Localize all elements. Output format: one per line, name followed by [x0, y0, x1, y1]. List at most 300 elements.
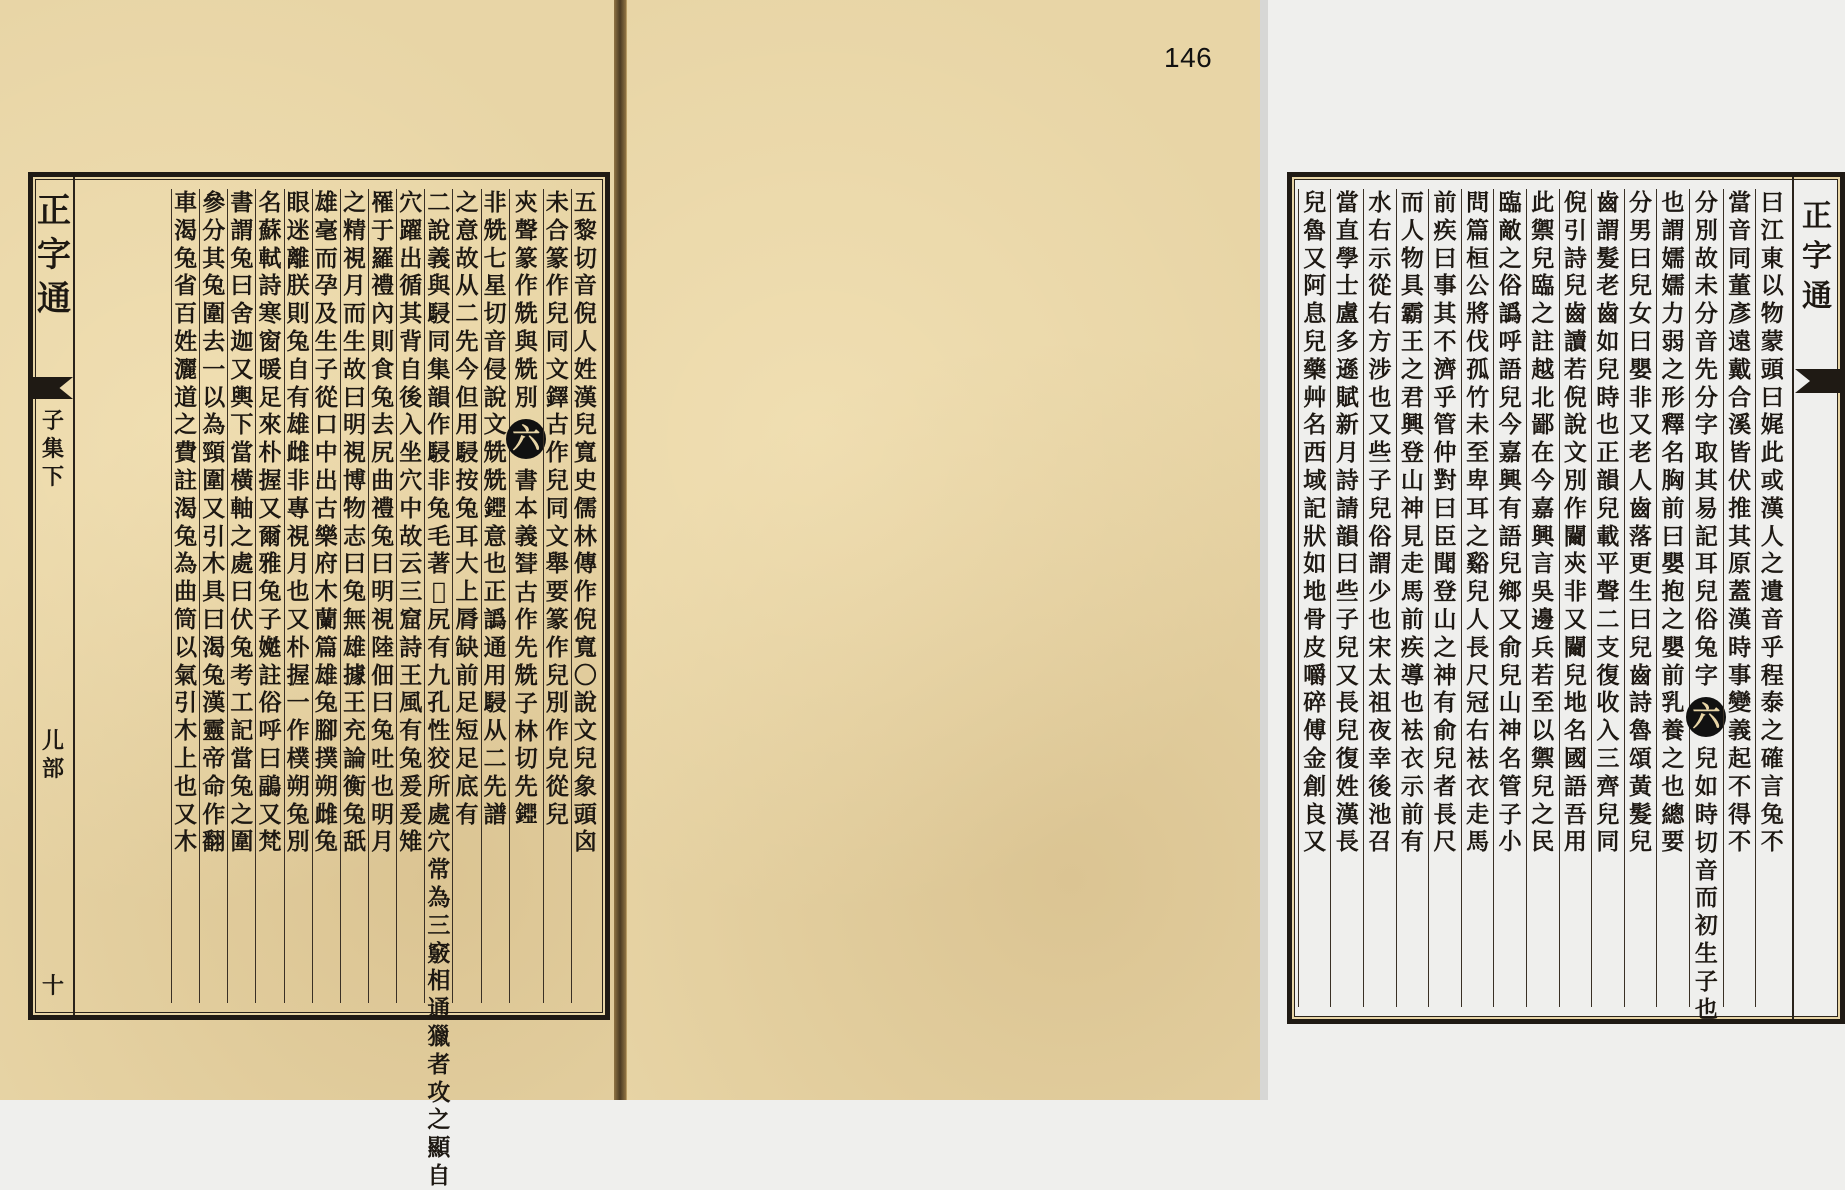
glyph: 之 [1433, 633, 1457, 661]
glyph: 又 [230, 355, 254, 383]
glyph: 从 [455, 272, 479, 300]
glyph: 迦 [230, 327, 254, 355]
glyph: 阿 [1303, 272, 1327, 300]
glyph: 如 [1596, 327, 1620, 355]
glyph: 兒 [1498, 383, 1522, 411]
glyph: 兒 [573, 411, 597, 439]
glyph: 倪 [573, 300, 597, 328]
glyph: 作 [1563, 494, 1587, 522]
glyph: 言 [1760, 772, 1784, 800]
glyph: 養 [1661, 717, 1685, 745]
glyph: 舍 [230, 300, 254, 328]
glyph: 作 [427, 411, 451, 439]
glyph: 爾 [258, 522, 282, 550]
glyph: 復 [1596, 661, 1620, 689]
text-column [1656, 189, 1689, 1007]
glyph: 圍 [202, 300, 226, 328]
glyph: 通 [427, 995, 451, 1023]
glyph: 韻 [1335, 522, 1359, 550]
glyph: 握 [286, 661, 310, 689]
glyph: 先 [514, 773, 538, 801]
left-text-frame [28, 172, 610, 1189]
glyph: 三 [427, 911, 451, 939]
glyph: 又 [258, 494, 282, 522]
glyph: 事 [1433, 272, 1457, 300]
glyph: 漢 [1335, 800, 1359, 828]
glyph: 孕 [314, 272, 338, 300]
glyph: 駸 [427, 300, 451, 328]
glyph: 兒 [1498, 661, 1522, 689]
glyph: 而 [314, 244, 338, 272]
glyph: 兒 [573, 744, 597, 772]
glyph: 渴 [174, 494, 198, 522]
glyph: 上 [174, 744, 198, 772]
glyph: 握 [258, 466, 282, 494]
glyph: 曰 [342, 383, 366, 411]
glyph: 聲 [514, 216, 538, 244]
text-column [1526, 189, 1559, 1007]
glyph: 曰 [1661, 522, 1685, 550]
glyph: 明 [371, 578, 395, 606]
glyph: 名 [1498, 744, 1522, 772]
glyph: 兟 [483, 216, 507, 244]
glyph: 魯 [1628, 717, 1652, 745]
glyph: 泰 [1760, 689, 1784, 717]
glyph: 今 [1531, 466, 1555, 494]
glyph: 處 [230, 550, 254, 578]
glyph: 君 [1400, 383, 1424, 411]
glyph: 兒 [1531, 244, 1555, 272]
glyph: 獵 [427, 1022, 451, 1050]
glyph: 聞 [1433, 550, 1457, 578]
glyph: 金 [1303, 744, 1327, 772]
glyph: 𡉉 [431, 578, 446, 606]
glyph: 又 [286, 605, 310, 633]
glyph: 及 [314, 300, 338, 328]
glyph: 前 [1400, 800, 1424, 828]
glyph: 乳 [1661, 689, 1685, 717]
glyph: 曰 [371, 550, 395, 578]
glyph: 靈 [202, 717, 226, 745]
glyph: 尺 [1433, 828, 1457, 856]
glyph: 漢 [1728, 605, 1752, 633]
text-column [368, 189, 396, 1003]
glyph: 示 [1368, 244, 1392, 272]
glyph: 下 [230, 411, 254, 439]
glyph: 其 [399, 300, 423, 328]
glyph: 嬰 [1661, 633, 1685, 661]
glyph: 兒 [545, 800, 569, 828]
text-column [424, 189, 452, 1189]
glyph: 疾 [1400, 633, 1424, 661]
glyph: 馬 [1466, 828, 1490, 856]
glyph: 之 [427, 1106, 451, 1134]
glyph: 也 [1368, 605, 1392, 633]
glyph: 北 [1531, 383, 1555, 411]
glyph: 興 [1400, 411, 1424, 439]
glyph: 古 [314, 494, 338, 522]
glyph: 臨 [1531, 272, 1555, 300]
glyph: 兒 [1433, 744, 1457, 772]
glyph: 篆 [514, 244, 538, 272]
glyph: 前 [1400, 605, 1424, 633]
glyph: 具 [1400, 272, 1424, 300]
glyph: 收 [1596, 689, 1620, 717]
right-text-frame [1287, 172, 1845, 1024]
text-column [481, 189, 509, 1003]
glyph: 作 [514, 272, 538, 300]
glyph: 樸 [286, 744, 310, 772]
glyph: 詩 [1335, 466, 1359, 494]
left-banner [33, 177, 75, 1015]
glyph: 窟 [399, 605, 423, 633]
glyph: 作 [545, 272, 569, 300]
left-text-columns [171, 189, 599, 1189]
glyph: 仲 [1433, 439, 1457, 467]
glyph: 詩 [399, 633, 423, 661]
glyph: 駸 [455, 439, 479, 467]
glyph: 伏 [230, 605, 254, 633]
glyph: 更 [1628, 550, 1652, 578]
glyph: 不 [1433, 327, 1457, 355]
text-column [255, 189, 283, 1003]
glyph: 作 [514, 606, 538, 634]
glyph: 則 [371, 327, 395, 355]
glyph: 一 [286, 689, 310, 717]
glyph: 齒 [1628, 494, 1652, 522]
glyph: 史 [573, 466, 597, 494]
glyph: 兒 [1303, 327, 1327, 355]
glyph: 以 [174, 633, 198, 661]
glyph: 曰 [230, 272, 254, 300]
glyph: 事 [1728, 661, 1752, 689]
glyph: 篇 [1466, 216, 1490, 244]
glyph: 雌 [314, 800, 338, 828]
glyph: 之 [1498, 244, 1522, 272]
glyph: 要 [545, 578, 569, 606]
glyph: 明 [342, 411, 366, 439]
glyph: 請 [1335, 494, 1359, 522]
glyph: 雄 [314, 189, 338, 216]
glyph: 志 [342, 522, 366, 550]
glyph: 皮 [1303, 633, 1327, 661]
glyph: 引 [174, 689, 198, 717]
glyph: 載 [1596, 522, 1620, 550]
glyph: 狀 [1303, 522, 1327, 550]
glyph: 將 [1466, 300, 1490, 328]
banner-radical: 儿部 [41, 728, 64, 782]
glyph: 卑 [1466, 466, 1490, 494]
glyph: 註 [1531, 327, 1555, 355]
glyph: 別 [286, 828, 310, 856]
glyph: 倪 [573, 605, 597, 633]
glyph: 孤 [1466, 355, 1490, 383]
text-column [1363, 189, 1396, 1007]
glyph: 兔 [371, 522, 395, 550]
glyph: 王 [399, 661, 423, 689]
glyph: 非 [286, 466, 310, 494]
glyph: 導 [1400, 661, 1424, 689]
glyph: 又 [1628, 411, 1652, 439]
glyph: 五 [573, 189, 597, 216]
glyph: 木 [314, 578, 338, 606]
glyph: 敵 [1498, 216, 1522, 244]
text-column [396, 189, 424, 1003]
glyph: 物 [1760, 300, 1784, 328]
glyph: 頌 [1628, 744, 1652, 772]
glyph: 俞 [1433, 717, 1457, 745]
glyph: 齒 [1628, 661, 1652, 689]
glyph: 冠 [1466, 689, 1490, 717]
glyph: 上 [455, 578, 479, 606]
glyph: 戴 [1728, 355, 1752, 383]
glyph: 子 [1498, 800, 1522, 828]
glyph: 同 [545, 327, 569, 355]
glyph: 也 [1596, 411, 1620, 439]
glyph: 別 [1694, 216, 1718, 244]
text-column [1591, 189, 1624, 1007]
glyph: 一 [202, 355, 226, 383]
glyph: 東 [1760, 244, 1784, 272]
glyph: 以 [1531, 717, 1555, 745]
glyph: 朔 [286, 772, 310, 800]
glyph: 頭 [573, 800, 597, 828]
glyph: 之 [174, 411, 198, 439]
glyph: 食 [371, 355, 395, 383]
glyph: 古 [545, 411, 569, 439]
glyph: 兒 [1335, 717, 1359, 745]
glyph: 穴 [399, 466, 423, 494]
glyph: 息 [1303, 300, 1327, 328]
glyph: 些 [1335, 578, 1359, 606]
glyph: 又 [174, 800, 198, 828]
glyph: 管 [1498, 772, 1522, 800]
glyph: 同 [1596, 828, 1620, 856]
glyph: 分 [1694, 300, 1718, 328]
glyph: 今 [455, 355, 479, 383]
glyph: 力 [1661, 300, 1685, 328]
glyph: 讀 [1563, 327, 1587, 355]
glyph: 本 [514, 495, 538, 523]
glyph: 又 [1335, 661, 1359, 689]
glyph: 呼 [258, 717, 282, 745]
right-text-columns [1298, 189, 1788, 1023]
text-column [199, 189, 227, 1003]
glyph: 木 [202, 550, 226, 578]
glyph: 鶝 [258, 772, 282, 800]
glyph: 兵 [1531, 633, 1555, 661]
glyph: 兔 [455, 494, 479, 522]
glyph: 曰 [230, 578, 254, 606]
glyph: 漢 [573, 383, 597, 411]
glyph: 文 [1563, 439, 1587, 467]
glyph: 別 [545, 689, 569, 717]
glyph: 至 [1466, 439, 1490, 467]
glyph: 從 [545, 772, 569, 800]
glyph: 頭 [1760, 355, 1784, 383]
glyph: 兒 [545, 300, 569, 328]
glyph: 之 [1661, 605, 1685, 633]
glyph: 木 [174, 828, 198, 856]
glyph: 兒 [1368, 494, 1392, 522]
glyph: 曰 [1335, 550, 1359, 578]
glyph: 兒 [1694, 745, 1718, 773]
glyph: 要 [1661, 828, 1685, 856]
glyph: 管 [1433, 411, 1457, 439]
glyph: 呼 [1498, 327, 1522, 355]
glyph: 嬔 [258, 633, 282, 661]
glyph: 娓 [1760, 411, 1784, 439]
glyph: 俗 [258, 689, 282, 717]
glyph: 短 [455, 717, 479, 745]
glyph: 總 [1661, 800, 1685, 828]
glyph: 出 [314, 466, 338, 494]
text-column [452, 189, 480, 1003]
glyph: 坐 [399, 439, 423, 467]
glyph: 兟 [483, 466, 507, 494]
glyph: 前 [455, 661, 479, 689]
glyph: 若 [1563, 355, 1587, 383]
glyph: 未 [1694, 272, 1718, 300]
glyph: 別 [1563, 466, 1587, 494]
glyph: 去 [371, 411, 395, 439]
glyph: 兒 [1563, 272, 1587, 300]
glyph: 寬 [573, 633, 597, 661]
glyph: 伐 [1466, 327, 1490, 355]
glyph: 切 [1694, 828, 1718, 856]
glyph: 底 [455, 772, 479, 800]
glyph: 人 [1466, 605, 1490, 633]
glyph: 翻 [202, 828, 226, 856]
glyph: 遺 [1760, 578, 1784, 606]
glyph: 雄 [314, 661, 338, 689]
glyph: 嘉 [1531, 494, 1555, 522]
glyph: 筒 [174, 605, 198, 633]
glyph: 謂 [1661, 216, 1685, 244]
right-banner-title: 正字通 [1802, 199, 1832, 314]
glyph: 曲 [371, 466, 395, 494]
glyph: 車 [174, 189, 198, 216]
glyph: 木 [174, 717, 198, 745]
glyph: 引 [1563, 216, 1587, 244]
glyph: 自 [427, 1161, 451, 1189]
glyph: 足 [455, 744, 479, 772]
glyph: 文 [483, 411, 507, 439]
glyph: 視 [342, 439, 366, 467]
glyph: 灑 [174, 355, 198, 383]
glyph: 兟 [483, 439, 507, 467]
glyph: 尻 [427, 605, 451, 633]
glyph: 兒 [1694, 578, 1718, 606]
glyph: 傳 [573, 550, 597, 578]
glyph: 大 [455, 550, 479, 578]
glyph: 神 [1433, 661, 1457, 689]
glyph: 又 [1303, 244, 1327, 272]
glyph: 兒 [1596, 355, 1620, 383]
glyph: 釋 [1661, 411, 1685, 439]
glyph: 去 [202, 327, 226, 355]
glyph: 但 [455, 383, 479, 411]
glyph: 齒 [1596, 300, 1620, 328]
text-column [1396, 189, 1429, 1007]
glyph: 背 [399, 327, 423, 355]
glyph: 也 [1694, 995, 1718, 1023]
glyph: 濟 [1433, 355, 1457, 383]
glyph: 曲 [174, 578, 198, 606]
glyph: 曰 [1433, 494, 1457, 522]
glyph: 示 [1400, 772, 1424, 800]
glyph: 𨪐 [514, 800, 538, 828]
glyph: 雄 [342, 633, 366, 661]
glyph: 耳 [455, 522, 479, 550]
glyph: 髮 [1596, 244, 1620, 272]
glyph: 字 [1694, 411, 1718, 439]
glyph: 鄙 [1531, 411, 1555, 439]
glyph: 謂 [1368, 550, 1392, 578]
glyph: 禮 [371, 494, 395, 522]
glyph: 此 [1760, 439, 1784, 467]
glyph: 故 [342, 355, 366, 383]
glyph: 之 [1531, 300, 1555, 328]
glyph: 物 [342, 494, 366, 522]
glyph: 彥 [1728, 300, 1752, 328]
glyph: 兔 [1694, 633, 1718, 661]
glyph: 羅 [371, 244, 395, 272]
glyph: 今 [1498, 411, 1522, 439]
glyph: 義 [1728, 717, 1752, 745]
glyph: 生 [1628, 578, 1652, 606]
glyph: 臣 [1433, 522, 1457, 550]
glyph: 于 [371, 216, 395, 244]
glyph: 也 [1400, 689, 1424, 717]
glyph: 工 [230, 689, 254, 717]
glyph: 雌 [286, 439, 310, 467]
glyph: 或 [1760, 466, 1784, 494]
glyph: 月 [342, 272, 366, 300]
glyph: 語 [1563, 772, 1587, 800]
glyph: 譌 [483, 605, 507, 633]
glyph: 吳 [1531, 578, 1555, 606]
glyph: 䦵 [1563, 633, 1587, 661]
glyph: 時 [1694, 800, 1718, 828]
glyph: 云 [399, 550, 423, 578]
glyph: 內 [371, 300, 395, 328]
glyph: 自 [286, 355, 310, 383]
glyph: 公 [1466, 272, 1490, 300]
glyph: 雉 [399, 828, 423, 856]
glyph: 囟 [573, 828, 597, 856]
glyph: 時 [1728, 633, 1752, 661]
glyph: 曰 [258, 744, 282, 772]
glyph: 曰 [202, 605, 226, 633]
text-column [1723, 189, 1756, 1007]
text-column [1461, 189, 1494, 1007]
glyph: 禮 [371, 272, 395, 300]
glyph: 衣 [1400, 744, 1424, 772]
glyph: 遜 [1335, 355, 1359, 383]
glyph: 作 [545, 439, 569, 467]
glyph: 作 [545, 717, 569, 745]
glyph: 說 [573, 689, 597, 717]
glyph: 又 [202, 494, 226, 522]
glyph: 江 [1760, 216, 1784, 244]
glyph: 暖 [258, 355, 282, 383]
glyph: 兔 [427, 494, 451, 522]
glyph: 分 [1694, 383, 1718, 411]
text-column [227, 189, 255, 1003]
glyph: 篆 [545, 605, 569, 633]
glyph: 朔 [314, 772, 338, 800]
